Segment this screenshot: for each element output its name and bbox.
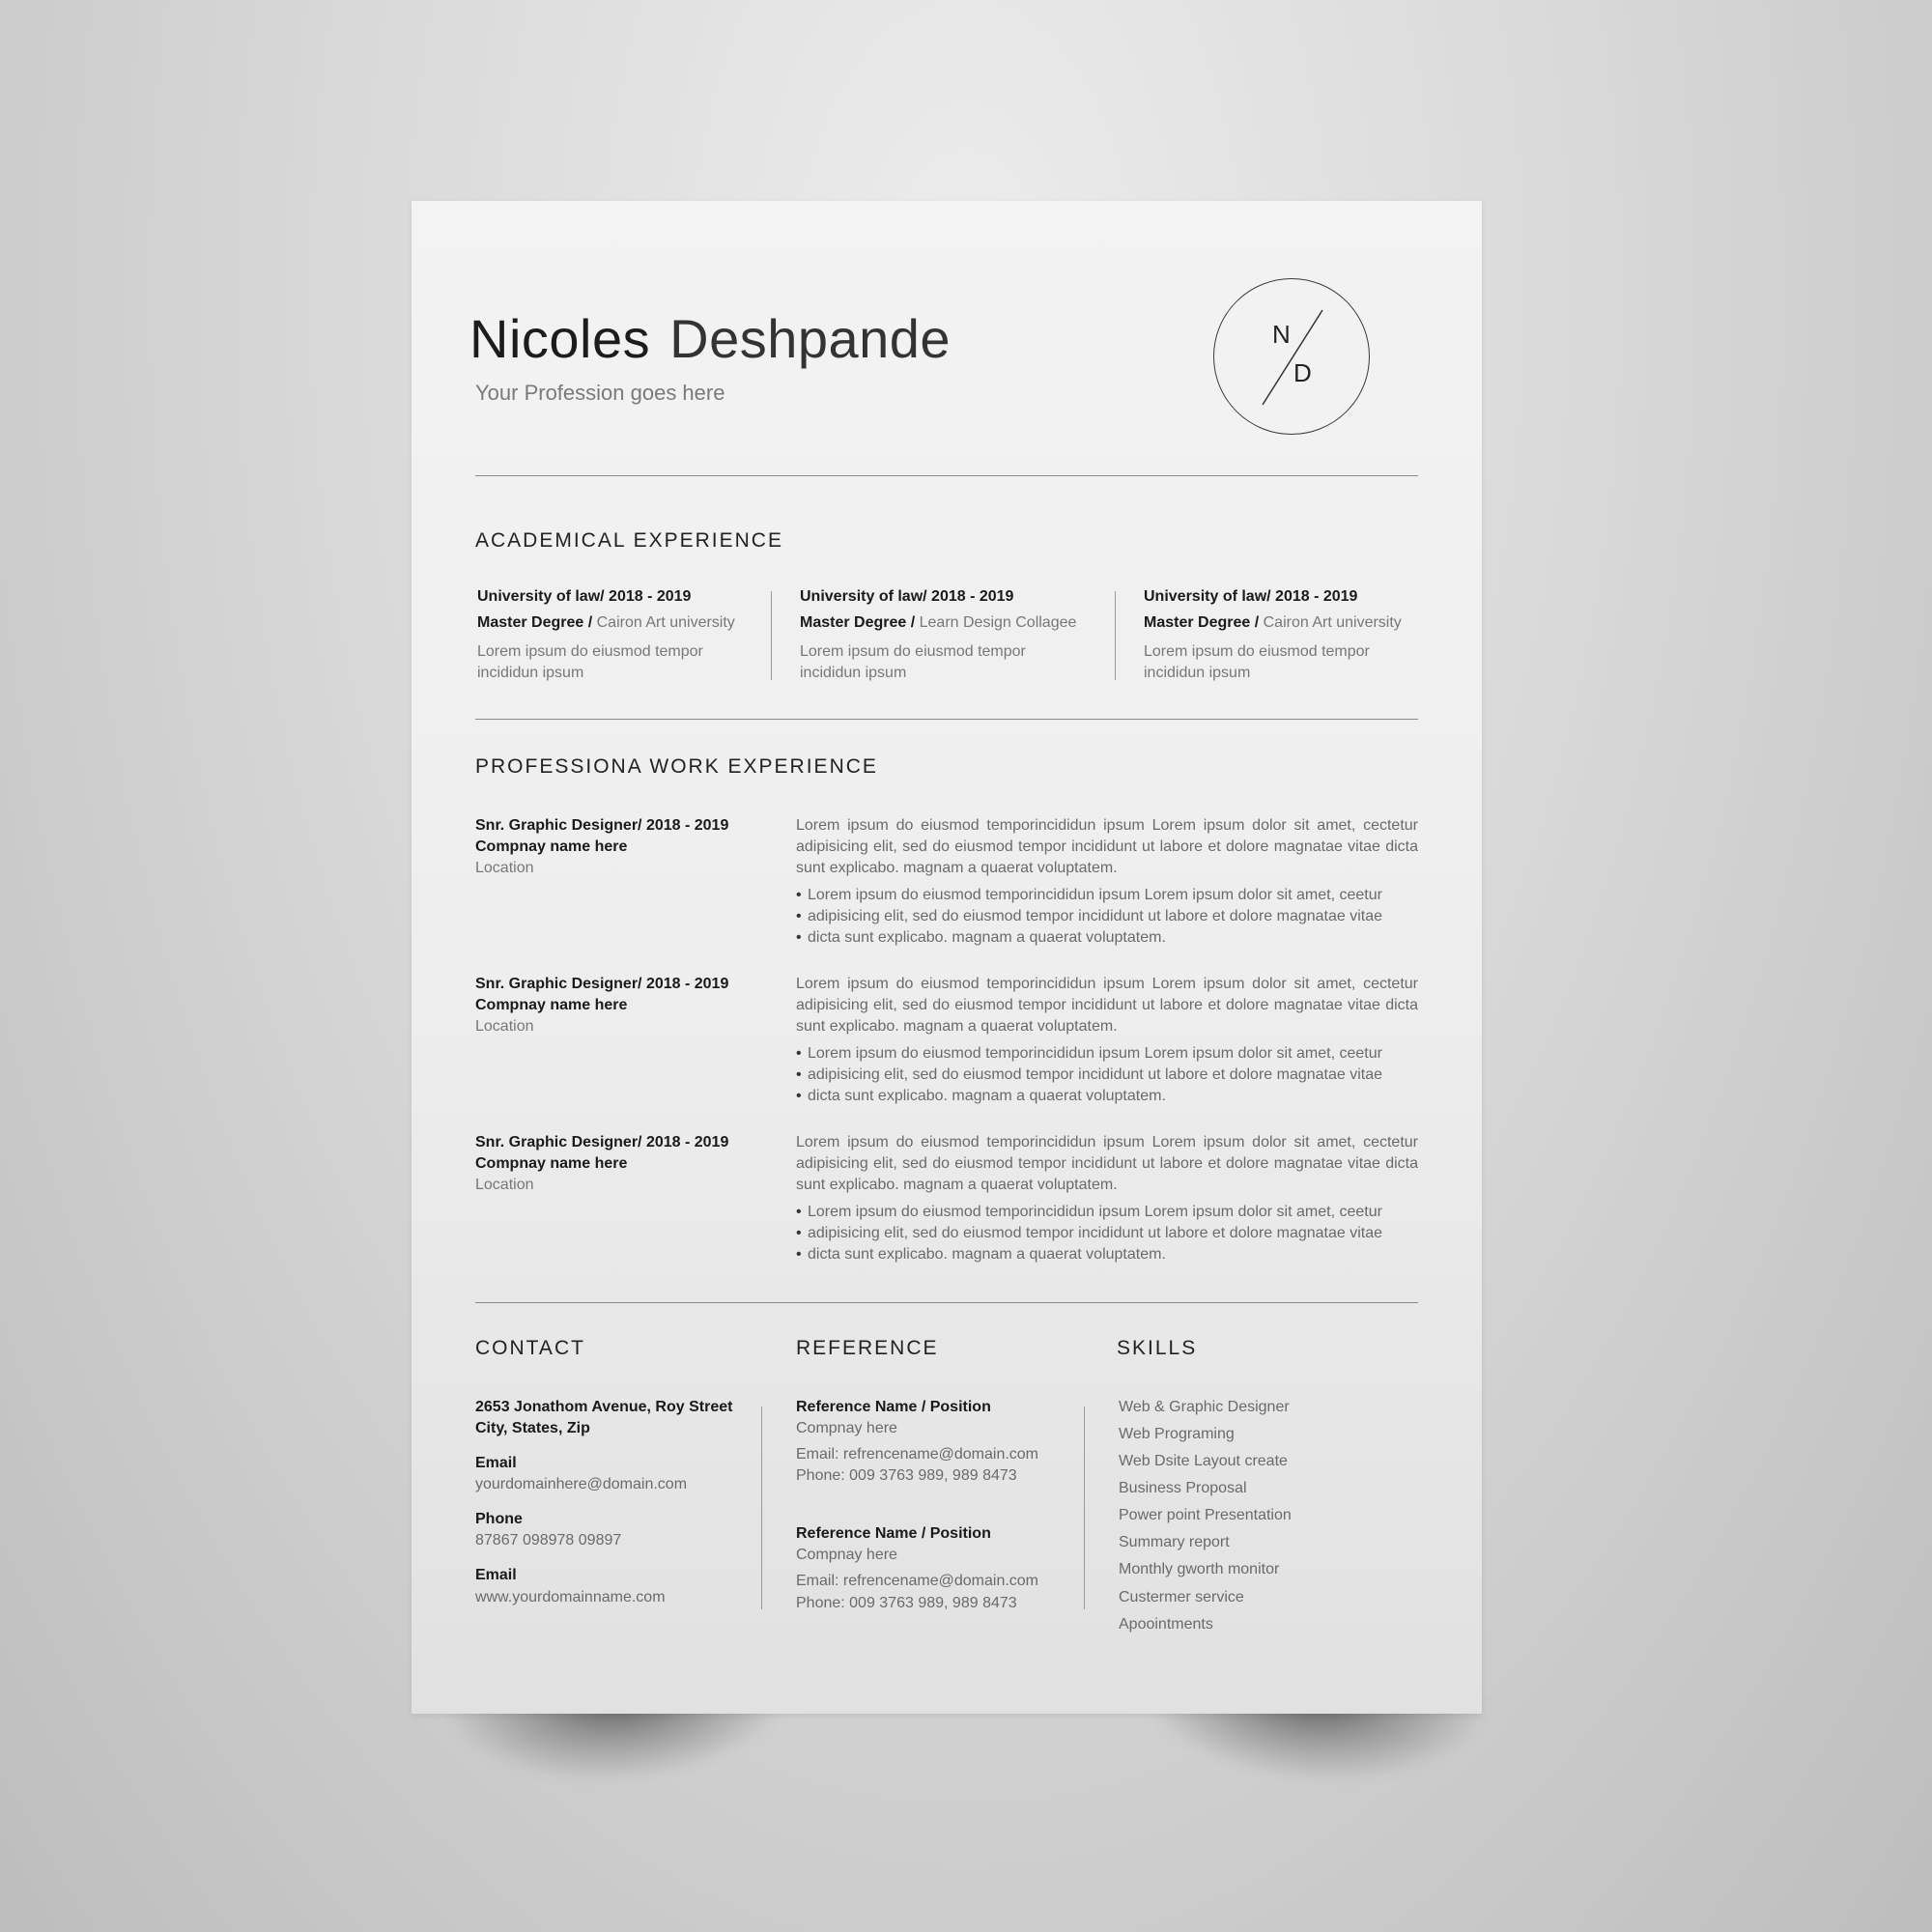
reference-company: Compnay here	[796, 1547, 897, 1564]
contact-phone-label: Phone	[475, 1511, 523, 1528]
skill-item: Web Dsite Layout create	[1119, 1453, 1288, 1470]
education-item	[1144, 587, 1424, 684]
job-bullet: • adipisicing elit, sed do eiusmod tempor incididunt ut labore et dolore magnatae vitae	[796, 1065, 1418, 1086]
work-section-title: PROFESSIONA WORK EXPERIENCE	[475, 755, 878, 778]
job-title: Snr. Graphic Designer/ 2018 - 2019	[475, 817, 729, 834]
reference-name: Reference Name / Position	[796, 1525, 991, 1543]
divider-education	[475, 719, 1418, 720]
job-details	[796, 974, 1418, 1107]
education-description: Lorem ipsum do eiusmod tempor incididun ipsum	[477, 642, 703, 681]
monogram-letter-top: N	[1272, 320, 1291, 349]
contact-address-line2: City, States, Zip	[475, 1420, 590, 1437]
job-meta	[475, 815, 765, 879]
job-meta	[475, 1132, 765, 1196]
full-name	[469, 307, 951, 370]
reference-company: Compnay here	[796, 1420, 897, 1437]
skill-item: Web Programing	[1119, 1426, 1235, 1443]
footer-divider	[1084, 1406, 1085, 1609]
reference-phone: Phone: 009 3763 989, 989 8473	[796, 1594, 1017, 1611]
profession-subtitle: Your Profession goes here	[475, 381, 725, 405]
resume-page	[412, 201, 1482, 1714]
last-name: Deshpande	[669, 308, 952, 369]
education-item	[477, 587, 757, 684]
education-school: University of law/ 2018 - 2019	[477, 588, 692, 605]
job-bullet: • Lorem ipsum do eiusmod temporincididun ipsum Lorem ipsum dolor sit amet, ceetur	[796, 1202, 1418, 1223]
reference-section-title: REFERENCE	[796, 1337, 939, 1359]
reference-block	[796, 1397, 1086, 1614]
education-school: University of law/ 2018 - 2019	[1144, 588, 1358, 605]
education-school: University of law/ 2018 - 2019	[800, 588, 1014, 605]
education-institution: Learn Design Collagee	[919, 613, 1077, 631]
job-bullet: • adipisicing elit, sed do eiusmod tempor incididunt ut labore et dolore magnatae vitae	[796, 1223, 1418, 1244]
education-description: Lorem ipsum do eiusmod tempor incididun ipsum	[800, 642, 1026, 681]
skills-section-title: SKILLS	[1117, 1337, 1198, 1359]
divider-header	[475, 475, 1418, 476]
education-degree: Master Degree /	[1144, 613, 1260, 631]
contact-section-title: CONTACT	[475, 1337, 585, 1359]
skills-list	[1119, 1397, 1408, 1641]
education-institution: Cairon Art university	[596, 613, 735, 631]
job-summary: Lorem ipsum do eiusmod temporincididun ipsum Lorem ipsum dolor sit amet, cectetur adipisicing elit, sed do eiusmod tempor incididunt ut labore et dolore magnatae vitae dicta sunt explicabo. magnam a quaerat voluptatem.	[796, 817, 1418, 877]
skill-item: Business Proposal	[1119, 1480, 1247, 1497]
job-details	[796, 1132, 1418, 1265]
reference-phone: Phone: 009 3763 989, 989 8473	[796, 1467, 1017, 1485]
job-meta	[475, 974, 765, 1037]
job-company: Compnay name here	[475, 838, 628, 856]
skill-item: Summary report	[1119, 1534, 1230, 1551]
job-bullet: • Lorem ipsum do eiusmod temporincididun ipsum Lorem ipsum dolor sit amet, ceetur	[796, 885, 1418, 906]
job-company: Compnay name here	[475, 1155, 628, 1173]
job-location: Location	[475, 1018, 534, 1036]
job-bullets	[796, 885, 1418, 949]
job-location: Location	[475, 860, 534, 877]
contact-email: yourdomainhere@domain.com	[475, 1476, 688, 1493]
contact-email-label: Email	[475, 1455, 517, 1472]
job-location: Location	[475, 1177, 534, 1194]
reference-name: Reference Name / Position	[796, 1399, 991, 1415]
education-section-title: ACADEMICAL EXPERIENCE	[475, 529, 783, 552]
job-summary: Lorem ipsum do eiusmod temporincididun ipsum Lorem ipsum dolor sit amet, cectetur adipisicing elit, sed do eiusmod tempor incididunt ut labore et dolore magnatae vitae dicta sunt explicabo. magnam a quaerat voluptatem.	[796, 976, 1418, 1036]
contact-address-line1: 2653 Jonathom Avenue, Roy Street	[475, 1399, 733, 1415]
job-bullet: • dicta sunt explicabo. magnam a quaerat voluptatem.	[796, 1244, 1418, 1265]
skill-item: Apoointments	[1119, 1615, 1213, 1633]
first-name: Nicoles	[469, 308, 651, 369]
monogram-logo	[1213, 278, 1370, 435]
monogram-letter-bottom: D	[1293, 358, 1312, 387]
skill-item: Power point Presentation	[1119, 1507, 1292, 1524]
job-company: Compnay name here	[475, 997, 628, 1014]
education-degree-line	[800, 613, 1080, 634]
reference-email: Email: refrencename@domain.com	[796, 1573, 1039, 1590]
job-bullets	[796, 1043, 1418, 1107]
job-bullet: • Lorem ipsum do eiusmod temporincididun ipsum Lorem ipsum dolor sit amet, ceetur	[796, 1043, 1418, 1065]
divider-work	[475, 1302, 1418, 1303]
contact-block	[475, 1397, 765, 1608]
job-details	[796, 815, 1418, 949]
job-bullet: • dicta sunt explicabo. magnam a quaerat voluptatem.	[796, 927, 1418, 949]
contact-web-label: Email	[475, 1567, 517, 1584]
job-summary: Lorem ipsum do eiusmod temporincididun ipsum Lorem ipsum dolor sit amet, cectetur adipisicing elit, sed do eiusmod tempor incididunt ut labore et dolore magnatae vitae dicta sunt explicabo. magnam a quaerat voluptatem.	[796, 1134, 1418, 1194]
job-bullet: • adipisicing elit, sed do eiusmod tempor incididunt ut labore et dolore magnatae vitae	[796, 906, 1418, 927]
monogram-slash	[1214, 279, 1369, 434]
contact-phone: 87867 098978 09897	[475, 1532, 622, 1549]
skill-item: Web & Graphic Designer	[1119, 1399, 1290, 1415]
footer-divider	[761, 1406, 762, 1609]
skill-item: Monthly gworth monitor	[1119, 1561, 1280, 1578]
education-institution: Cairon Art university	[1263, 613, 1402, 631]
education-divider	[1115, 591, 1116, 680]
job-title: Snr. Graphic Designer/ 2018 - 2019	[475, 1134, 729, 1151]
skill-item: Custermer service	[1119, 1588, 1244, 1605]
contact-website: www.yourdomainname.com	[475, 1588, 666, 1605]
education-degree: Master Degree /	[477, 613, 593, 631]
education-degree: Master Degree /	[800, 613, 916, 631]
job-bullets	[796, 1202, 1418, 1265]
job-bullet: • dicta sunt explicabo. magnam a quaerat voluptatem.	[796, 1086, 1418, 1107]
education-description: Lorem ipsum do eiusmod tempor incididun ipsum	[1144, 642, 1370, 681]
education-divider	[771, 591, 772, 680]
reference-email: Email: refrencename@domain.com	[796, 1446, 1039, 1463]
education-degree-line	[477, 613, 757, 634]
education-item	[800, 587, 1080, 684]
job-title: Snr. Graphic Designer/ 2018 - 2019	[475, 976, 729, 992]
education-degree-line	[1144, 613, 1424, 634]
